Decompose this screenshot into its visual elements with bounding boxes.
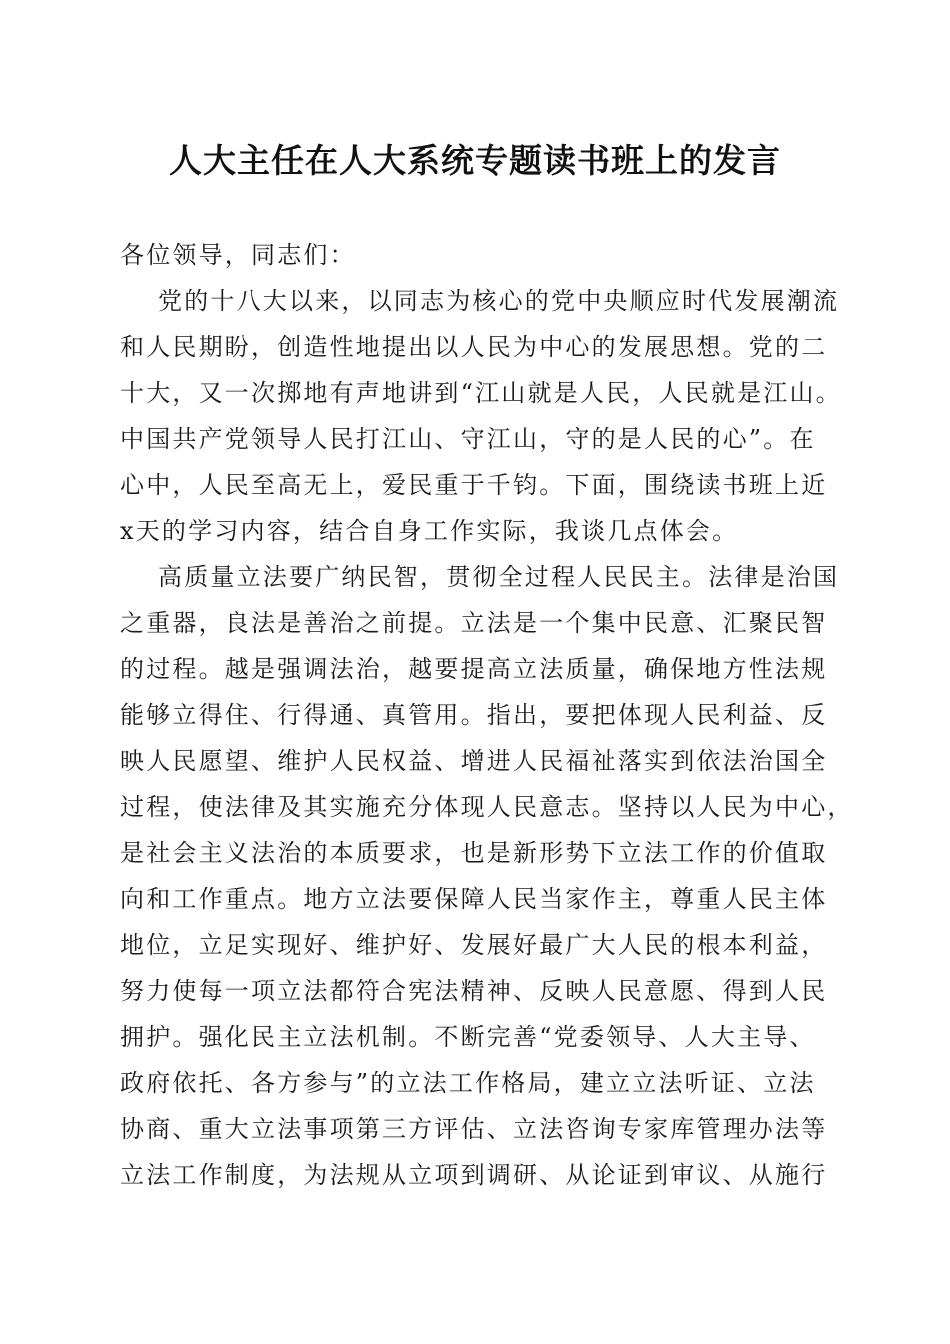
paragraph-line: 映人民愿望、维护人民权益、增进人民福祉落实到依法治国全 [120,747,828,775]
paragraph-line: 高质量立法要广纳民智，贯彻全过程人民民主。法律是治国 [158,563,840,591]
paragraph-line: 向和工作重点。地方立法要保障人民当家作主，尊重人民主体 [120,885,828,913]
paragraph-line: 心中，人民至高无上，爱民重于千钧。下面，围绕读书班上近 [120,471,828,499]
paragraph-line: 协商、重大立法事项第三方评估、立法咨询专家库管理办法等 [120,1115,828,1143]
salutation-line: 各位领导，同志们： [120,241,356,269]
paragraph-line: 和人民期盼，创造性地提出以人民为中心的发展思想。党的二 [120,333,828,361]
paragraph-line: 中国共产党领导人民打江山、守江山，守的是人民的心”。在 [120,425,816,453]
paragraph-line: 之重器，良法是善治之前提。立法是一个集中民意、汇聚民智 [120,609,828,637]
paragraph-line: 能够立得住、行得通、真管用。指出，要把体现人民利益、反 [120,701,828,729]
paragraph-line: 努力使每一项立法都符合宪法精神、反映人民意愿、得到人民 [120,977,828,1005]
paragraph-line: 的过程。越是强调法治，越要提高立法质量，确保地方性法规 [120,655,828,683]
document-title: 人大主任在人大系统专题读书班上的发言 [169,141,781,180]
paragraph-line: 政府依托、各方参与”的立法工作格局，建立立法听证、立法 [120,1069,816,1097]
paragraph-line: 拥护。强化民主立法机制。不断完善“党委领导、人大主导、 [120,1023,816,1051]
paragraph-line: x天的学习内容，结合自身工作实际，我谈几点体会。 [120,517,739,545]
paragraph-line: 地位，立足实现好、维护好、发展好最广大人民的根本利益， [120,931,828,959]
paragraph-line: 十大，又一次掷地有声地讲到“江山就是人民，人民就是江山。 [120,379,842,407]
paragraph-line: 立法工作制度，为法规从立项到调研、从论证到审议、从施行 [120,1161,828,1189]
paragraph-line: 是社会主义法治的本质要求，也是新形势下立法工作的价值取 [120,839,828,867]
paragraph-line: 党的十八大以来，以同志为核心的党中央顺应时代发展潮流 [158,287,840,315]
paragraph-line: 过程，使法律及其实施充分体现人民意志。坚持以人民为中心， [120,793,854,821]
document-body [120,232,854,1198]
